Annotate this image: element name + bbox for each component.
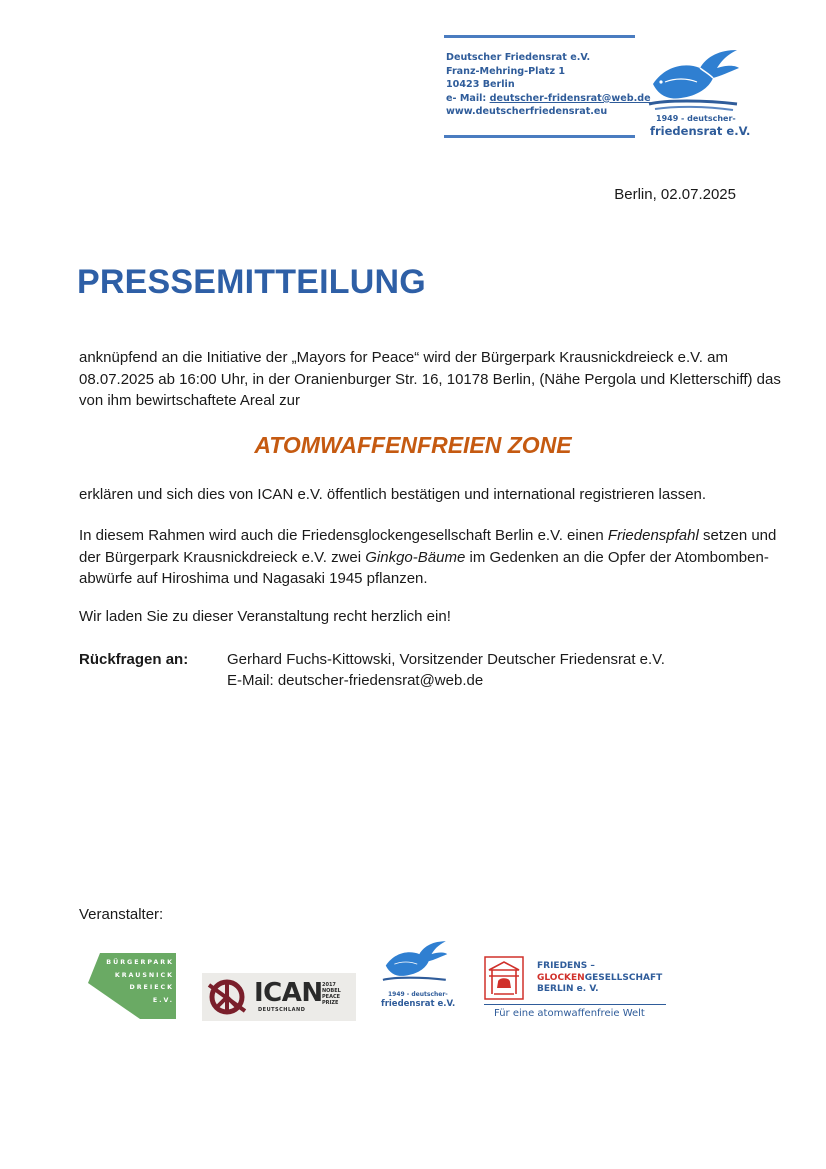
buergerpark-line-2: KRAUSNICK [114, 971, 174, 979]
ican-prize [322, 982, 341, 1006]
letterhead-rule-bottom [444, 135, 635, 138]
friedensrat-small-name: friedensrat e.V. [381, 999, 456, 1009]
contact-name: Gerhard Fuchs-Kittowski, Vorsitzender Deutscher Friedensrat e.V. [227, 651, 665, 668]
glocken-line-2b: GESELLSCHAFT [584, 972, 663, 983]
page-title: PRESSEMITTEILUNG [77, 263, 426, 301]
document-date: Berlin, 02.07.2025 [614, 186, 736, 203]
frame-text-3: im Gedenken an die Opfer der Atombomben-abwürfe auf Hiroshima und Nagasaki 1945 pflanzen. [79, 548, 769, 587]
letterhead-city: 10423 Berlin [446, 79, 515, 91]
dove-small-icon [378, 937, 450, 987]
glocken-logo [484, 956, 670, 1022]
ican-wordmark: ICAN [254, 978, 323, 1008]
declare-paragraph: erklären und sich dies von ICAN e.V. öffentlich bestätigen und international registrieren lassen. [79, 486, 707, 503]
letterhead-address [446, 51, 651, 119]
organizers-label: Veranstalter: [79, 906, 164, 923]
glocken-line-3: BERLIN e. V. [537, 984, 599, 994]
glocken-tagline: Für eine atomwaffenfreie Welt [494, 1008, 645, 1019]
glocken-line-1: FRIEDENS – [537, 961, 595, 971]
ican-prize-2: NOBEL [322, 988, 341, 994]
friedensrat-small-logo [378, 937, 456, 1013]
letterhead-org: Deutscher Friedensrat e.V. [446, 52, 591, 63]
contact-email[interactable]: E-Mail: deutscher-friedensrat@web.de [227, 672, 484, 689]
ican-prize-4: PRIZE [322, 1000, 339, 1006]
ican-logo [202, 973, 356, 1021]
buergerpark-logo [88, 953, 178, 1019]
friedensrat-logo [645, 44, 751, 142]
ican-peace-icon [207, 977, 247, 1017]
glocken-line-2 [537, 973, 662, 985]
glocken-text [537, 961, 662, 996]
letterhead-street: Franz-Mehring-Platz 1 [446, 65, 566, 77]
dove-icon [645, 44, 740, 114]
frame-emphasis-ginkgo: Ginkgo-Bäume [365, 548, 466, 566]
letterhead-website[interactable]: www.deutscherfriedensrat.eu [446, 106, 608, 118]
buergerpark-text [106, 957, 174, 1007]
friedensrat-small-year: 1949 - deutscher- [388, 991, 448, 998]
buergerpark-line-3: DREIECK [129, 984, 174, 991]
frame-emphasis-friedenspfahl: Friedenspfahl [607, 527, 699, 544]
friedensrat-logo-year: 1949 - deutscher- [656, 114, 736, 123]
ican-sub: DEUTSCHLAND [258, 1007, 306, 1013]
ican-prize-3: PEACE [322, 994, 341, 1000]
letterhead-email-line [446, 92, 651, 106]
glocken-line-2a: GLOCKEN [537, 972, 585, 983]
buergerpark-line-1: BÜRGERPARK [106, 959, 174, 966]
frame-text-2: setzen und der Bürgerpark Krausnickdreieck e.V. zwei [79, 527, 777, 566]
letterhead-email-link[interactable]: deutscher-fridensrat@web.de [489, 92, 651, 104]
glocken-divider [484, 1004, 666, 1005]
pagoda-bell-icon [484, 956, 524, 1000]
contact-label: Rückfragen an: [79, 651, 189, 668]
zone-heading: ATOMWAFFENFREIEN ZONE [254, 432, 572, 458]
letterhead-email-prefix: e- Mail: [446, 92, 490, 104]
frame-text-1: In diesem Rahmen wird auch die Friedensglockengesellschaft Berlin e.V. einen [79, 527, 608, 544]
buergerpark-line-4: E.V. [152, 996, 174, 1004]
friedensrat-logo-name: friedensrat e.V. [650, 124, 751, 138]
intro-paragraph: anknüpfend an die Initiative der „Mayors for Peace“ wird der Bürgerpark Krausnickdreieck e.V. am 08.07.2025 ab 16:00 Uhr, in der Oranienburger Str. 16, 10178 Berlin, (Nähe Pergola und Kletterschiff) das von ihm bewirtschaftete Areal zur [79, 349, 781, 409]
invite-paragraph: Wir laden Sie zu dieser Veranstaltung recht herzlich ein! [79, 608, 451, 625]
letterhead-rule-top [444, 35, 635, 38]
frame-paragraph [79, 525, 791, 590]
contact-details [227, 649, 665, 691]
ican-prize-1: 2017 [322, 982, 336, 988]
